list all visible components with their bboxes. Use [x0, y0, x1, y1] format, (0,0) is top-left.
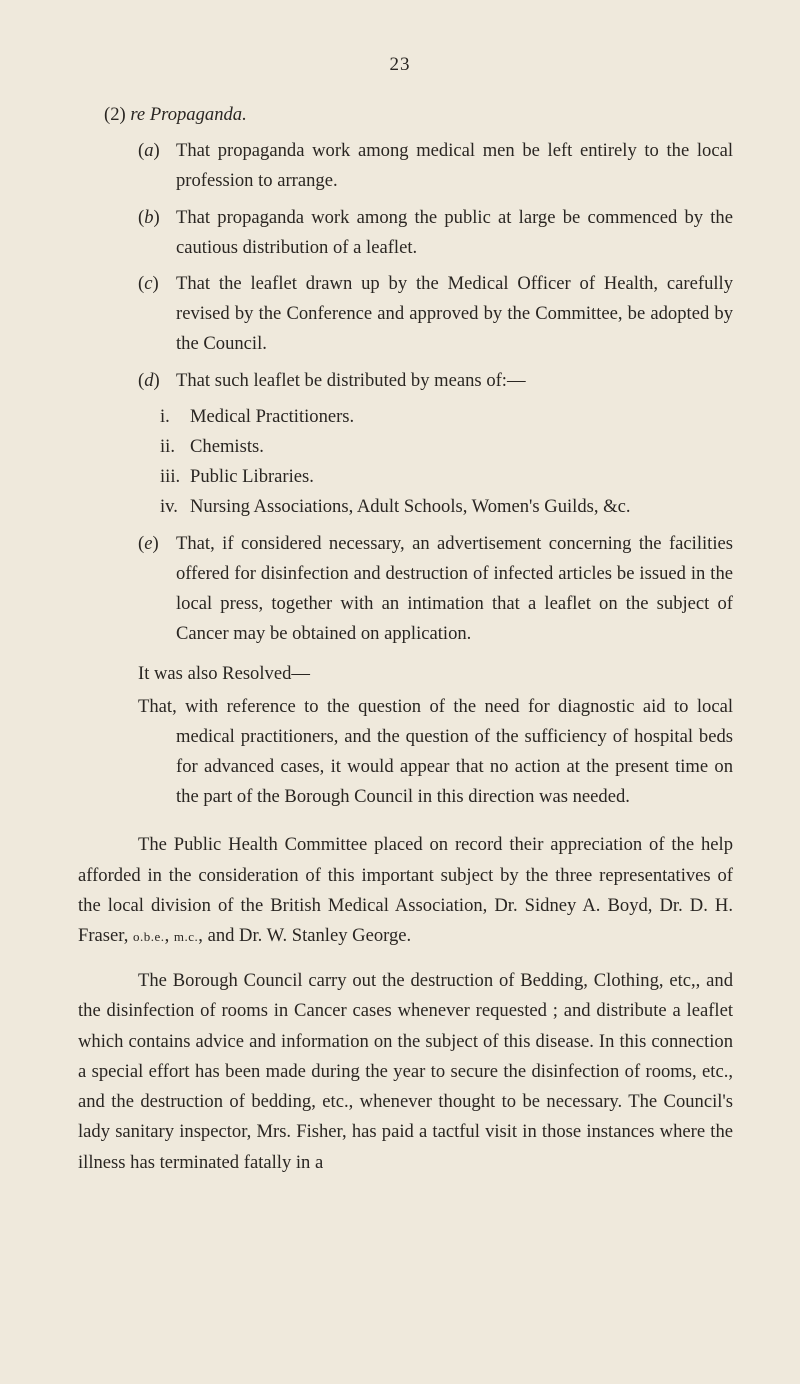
- page-content: [78, 100, 733, 1192]
- list-item: [78, 492, 733, 522]
- clause-marker: (c): [138, 273, 159, 295]
- list-item-text: Nursing Associations, Adult Schools, Women's Guilds, &c.: [190, 496, 631, 518]
- resolved-text: That, with reference to the question of the need for diagnostic aid to local medical practitioners, and the question of the sufficiency of hospital beds for advanced cases, it would appear that no action at the present time on the part of the Borough Council in this direction was needed.: [138, 695, 733, 808]
- list-item-text: Chemists.: [190, 436, 264, 458]
- clause-marker: (d): [138, 369, 160, 391]
- clause-c: [78, 269, 733, 360]
- borough-council-paragraph: The Borough Council carry out the destruction of Bedding, Clothing, etc,, and the disinfection of rooms in Cancer cases whenever requested ; and distribute a leaflet which contains advice and information on the subject of this disease. In this connection a special effort has been made during the year to secure the disinfection of rooms, etc., and the destruction of bedding, etc., whenever thought to be necessary. The Council's lady sanitary inspector, Mrs. Fisher, has paid a tactful visit in those instances where the illness has terminated fatally in a: [78, 970, 733, 1173]
- distribution-list: [78, 402, 733, 523]
- list-item-number: iv.: [160, 496, 178, 518]
- list-item: [78, 432, 733, 462]
- clause-letter: c: [144, 273, 153, 295]
- clause-b: [78, 203, 733, 263]
- honours-mc: m.c.: [173, 929, 199, 945]
- list-item-number: iii.: [160, 466, 181, 488]
- section-title-prefix: re: [130, 104, 146, 125]
- clause-letter: b: [144, 206, 154, 228]
- clause-e: [78, 529, 733, 650]
- appreciation-text-start: The Public Health Committee placed on record their appreciation of the help afforded in the consideration of this important subject by the three representatives of the local division of the British Medical Association, Dr. Sidney A. Boyd, Dr. D. H. Fraser,: [78, 834, 733, 947]
- honours-separator: ,: [164, 925, 170, 947]
- list-item-number: ii.: [160, 436, 175, 458]
- clause-text: That such leaflet be distributed by means of:—: [176, 369, 526, 391]
- clause-text: That propaganda work among medical men be left entirely to the local profession to arrange.: [176, 140, 733, 192]
- appreciation-paragraph: [78, 830, 733, 952]
- list-item: [78, 462, 733, 492]
- resolved-label: It was also Resolved—: [138, 663, 310, 685]
- section-title: Propaganda.: [149, 104, 247, 125]
- section-marker: (2): [104, 104, 126, 125]
- clause-marker: (b): [138, 206, 160, 228]
- clause-letter: d: [144, 369, 154, 391]
- clause-text: That the leaflet drawn up by the Medical Officer of Health, carefully revised by the Conference and approved by the Committee, be adopted by the Council.: [176, 273, 733, 355]
- clause-text: That, if considered necessary, an advertisement concerning the facilities offered for disinfection and destruction of infected articles be issued in the local press, together with an intimation that a leaflet on the subject of Cancer may be obtained on application.: [176, 532, 733, 645]
- appreciation-text-end: , and Dr. W. Stanley George.: [198, 925, 412, 947]
- list-item-number: i.: [160, 405, 170, 427]
- clause-text: That propaganda work among the public at large be commenced by the cautious distribution of a leaflet.: [176, 206, 733, 258]
- list-item-text: Public Libraries.: [190, 466, 314, 488]
- clause-letter: e: [144, 532, 153, 554]
- list-item: [78, 402, 733, 432]
- section-heading: [78, 100, 733, 130]
- page-number: 23: [389, 54, 411, 75]
- clause-marker: (e): [138, 532, 159, 554]
- honours-obe: o.b.e.: [133, 929, 165, 945]
- clause-a: [78, 136, 733, 196]
- list-item-text: Medical Practitioners.: [190, 405, 355, 427]
- clause-marker: (a): [138, 140, 160, 162]
- clause-d: [78, 366, 733, 396]
- clause-letter: a: [144, 140, 154, 162]
